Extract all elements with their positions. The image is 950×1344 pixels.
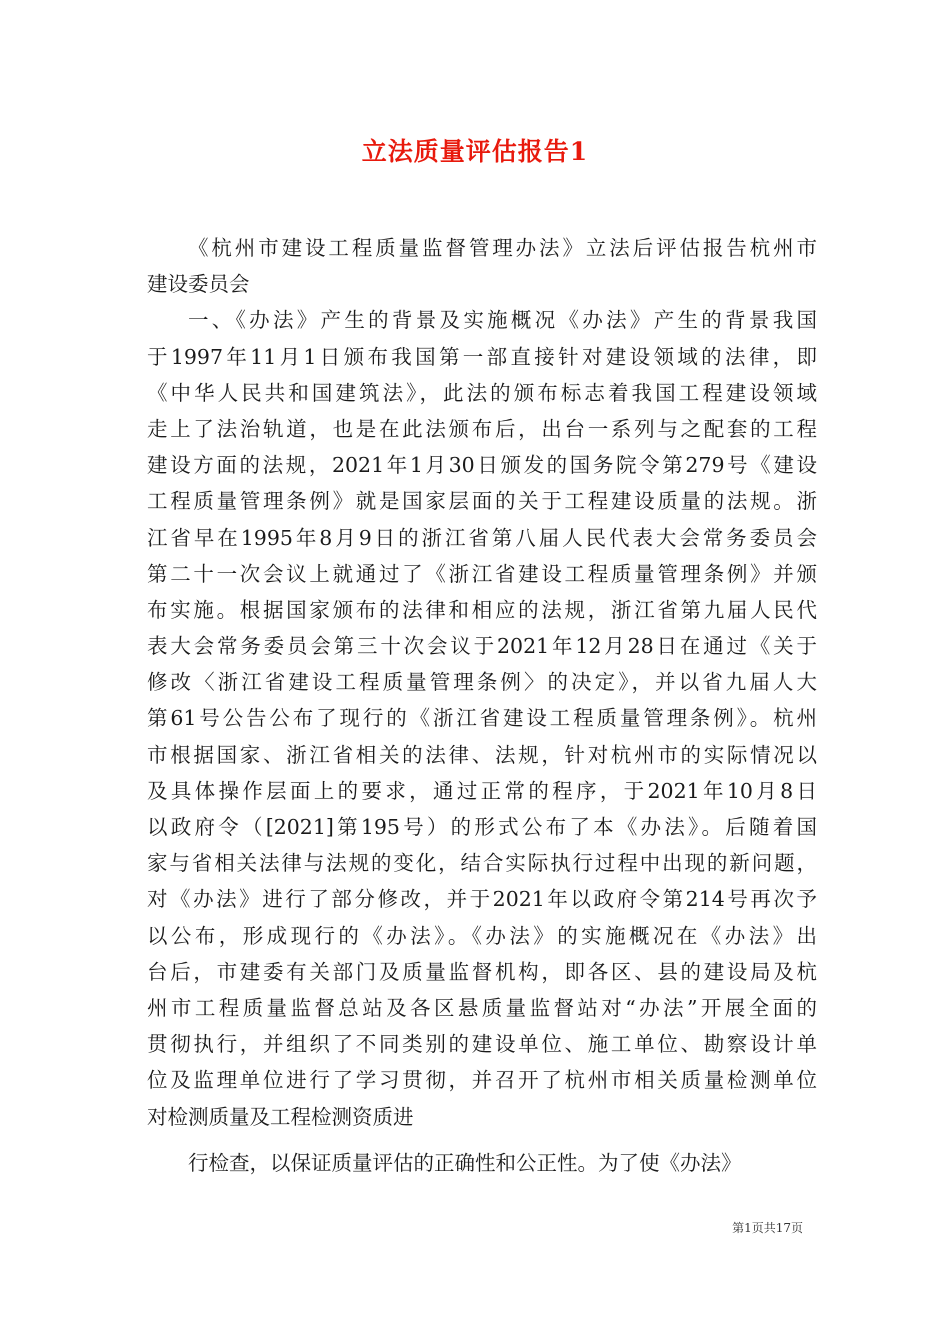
text-line: 于1997年11月1日颁布我国第一部直接针对建设领域的法律，即 [147,344,817,369]
text-line: 台后，市建委有关部门及质量监督机构，即各区、县的建设局及杭 [147,959,817,984]
text-line: 《杭州市建设工程质量监督管理办法》立法后评估报告杭州市 [188,236,817,260]
text-line: 第61号公告公布了现行的《浙江省建设工程质量管理条例》。杭州 [147,706,817,731]
text-line: 第二十一次会议上就通过了《浙江省建设工程质量管理条例》并颁 [147,561,817,586]
page-number: 第1页共17页 [732,1221,803,1235]
text-line: 家与省相关法律与法规的变化，结合实际执行过程中出现的新问题， [147,851,817,876]
text-line: 江省早在1995年8月9日的浙江省第八届人民代表大会常务委员会 [147,525,817,550]
text-line: 以政府令（[2021]第195号）的形式公布了本《办法》。后随着国 [147,815,817,839]
text-line: 布实施。根据国家颁布的法律和相应的法规，浙江省第九届人民代 [147,597,817,622]
text-line: 建设委员会 [147,272,250,297]
text-line: 及具体操作层面上的要求，通过正常的程序，于2021年10月8日 [147,778,817,803]
text-line: 贯彻执行，并组织了不同类别的建设单位、施工单位、勘察设计单 [147,1032,817,1057]
text-line: 对检测质量及工程检测资质进 [147,1104,414,1129]
text-line: 《中华人民共和国建筑法》，此法的颁布标志着我国工程建设领域 [147,380,817,405]
text-line: 建设方面的法规，2021年1月30日颁发的国务院令第279号《建设 [147,453,817,478]
text-line: 表大会常务委员会第三十次会议于2021年12月28日在通过《关于 [147,634,817,659]
text-line: 州市工程质量监督总站及各区悬质量监督站对“办法”开展全面的 [147,995,817,1020]
text-line: 修改〈浙江省建设工程质量管理条例〉的决定》，并以省九届人大 [147,670,817,695]
text-line: 走上了法治轨道，也是在此法颁布后，出台一系列与之配套的工程 [147,416,817,441]
document-body [147,230,817,1181]
text-line: 一、《办法》产生的背景及实施概况《办法》产生的背景我国 [188,308,817,333]
text-line: 对《办法》进行了部分修改，并于2021年以政府令第214号再次予 [147,887,817,912]
text-line: 行检查，以保证质量评估的正确性和公正性。为了使《办法》 [188,1150,742,1175]
page-title: 立法质量评估报告1 [361,137,589,166]
text-line: 市根据国家、浙江省相关的法律、法规，针对杭州市的实际情况以 [147,742,817,767]
text-line: 工程质量管理条例》就是国家层面的关于工程建设质量的法规。浙 [147,489,817,514]
text-line: 位及监理单位进行了学习贯彻，并召开了杭州市相关质量检测单位 [147,1068,817,1093]
text-line: 以公布，形成现行的《办法》。《办法》的实施概况在《办法》出 [147,923,817,948]
